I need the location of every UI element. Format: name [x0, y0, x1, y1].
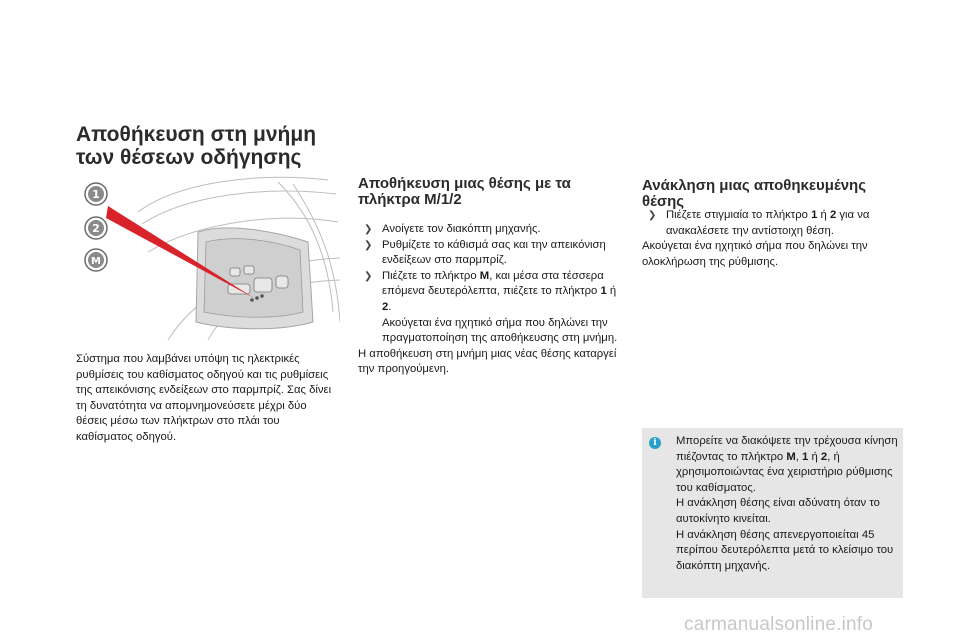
store-step-2 [358, 238, 618, 269]
store-step-1 [358, 222, 618, 238]
key-2: 2 [382, 300, 389, 313]
memory-button-2-label: 2 [92, 222, 100, 235]
step-arrow-icon: ❯ [364, 270, 373, 282]
seat-memory-buttons-illustration [78, 172, 340, 340]
memory-button-1 [85, 183, 107, 205]
recall-step-1-text-a: Πιέζετε στιγμιαία το πλήκτρο [666, 209, 812, 221]
recall-section-body [642, 208, 912, 270]
store-step-3-text-b: , και μέσα στα τέσσερα επόμενα δευτερόλεπτα, πιέζετε το πλήκτρο [382, 269, 604, 298]
or-text: ή [606, 285, 617, 298]
recall-section-title: Ανάκληση μιας αποθηκευμένης θέσης [642, 177, 867, 210]
key-1: 1 [802, 450, 809, 463]
step-arrow-icon: ❯ [648, 210, 657, 221]
info-note-text [676, 434, 898, 574]
store-overwrite-text: Η αποθήκευση στη μνήμη μιας νέας θέσης καταργεί την προηγούμενη. [358, 347, 617, 376]
memory-button-m-label: M [91, 256, 101, 267]
store-section-body [358, 222, 618, 378]
page-title: Αποθήκευση στη μνήμη των θέσεων οδήγησης [76, 123, 317, 169]
store-step-1-text: Ανοίγετε τον διακόπτη μηχανής. [382, 223, 541, 235]
store-section-title: Αποθήκευση μιας θέσης με τα πλήκτρα M/1/2 [358, 175, 571, 208]
step-arrow-icon: ❯ [364, 224, 373, 235]
store-step-3 [358, 269, 618, 347]
key-2: 2 [820, 450, 828, 463]
recall-step-1 [642, 208, 912, 239]
note-paragraph-3: Η ανάκληση θέσης απενεργοποιείται 45 περίπου δευτερόλεπτα μετά το κλείσιμο του διακόπτη μηχανής. [676, 528, 894, 572]
memory-button-2 [85, 217, 107, 239]
info-icon: i [649, 437, 661, 449]
key-m: M [479, 269, 490, 282]
period: . [388, 300, 392, 313]
intro-paragraph: Σύστημα που λαμβάνει υπόψη τις ηλεκτρικές ρυθμίσεις του καθίσματος οδηγού και τις ρυθμίσεις της απεικόνισης ενδείξεων στο παρμπρίζ. Σας δίνει τη δυνατότητα να απομνημονεύσετε μέχρι δύο θέσεις μέσω των πλήκτρων στο πλάι του καθίσματος οδηγού. [76, 353, 332, 443]
key-m: M [786, 450, 796, 463]
step-arrow-icon: ❯ [364, 239, 373, 251]
note-paragraph-2: Η ανάκληση θέσης είναι αδύνατη όταν το αυτοκίνητο κινείται. [676, 497, 880, 525]
separator: , [795, 450, 803, 463]
recall-beep-text: Ακούγεται ένα ηχητικό σήμα που δηλώνει την ολοκλήρωση της ρύθμισης. [642, 240, 868, 268]
recall-step-1-text-b: για να ανακαλέσετε την αντίστοιχη θέση. [666, 209, 870, 237]
memory-button-1-label: 1 [92, 188, 100, 201]
store-step-2-text: Ρυθμίζετε το κάθισμά σας και την απεικόνιση ενδείξεων στο παρμπρίζ. [382, 238, 606, 267]
key-2: 2 [829, 209, 837, 221]
note-text-b: , ή χρησιμοποιώντας ένα χειριστήριο ρύθμισης του καθίσματος. [676, 450, 893, 494]
key-1: 1 [811, 209, 818, 221]
watermark: carmanualsonline.info [684, 614, 874, 635]
or-text: ή [808, 450, 821, 463]
or-text: ή [817, 209, 830, 221]
store-step-3-text-a: Πιέζετε το πλήκτρο [382, 269, 480, 282]
memory-button-m [85, 249, 107, 271]
store-beep-text: Ακούγεται ένα ηχητικό σήμα που δηλώνει την πραγματοποίηση της αποθήκευσης στη μνήμη. [382, 316, 618, 345]
note-text-a: Μπορείτε να διακόψετε την τρέχουσα κίνηση πιέζοντας το πλήκτρο [676, 435, 898, 463]
key-1: 1 [600, 285, 607, 298]
